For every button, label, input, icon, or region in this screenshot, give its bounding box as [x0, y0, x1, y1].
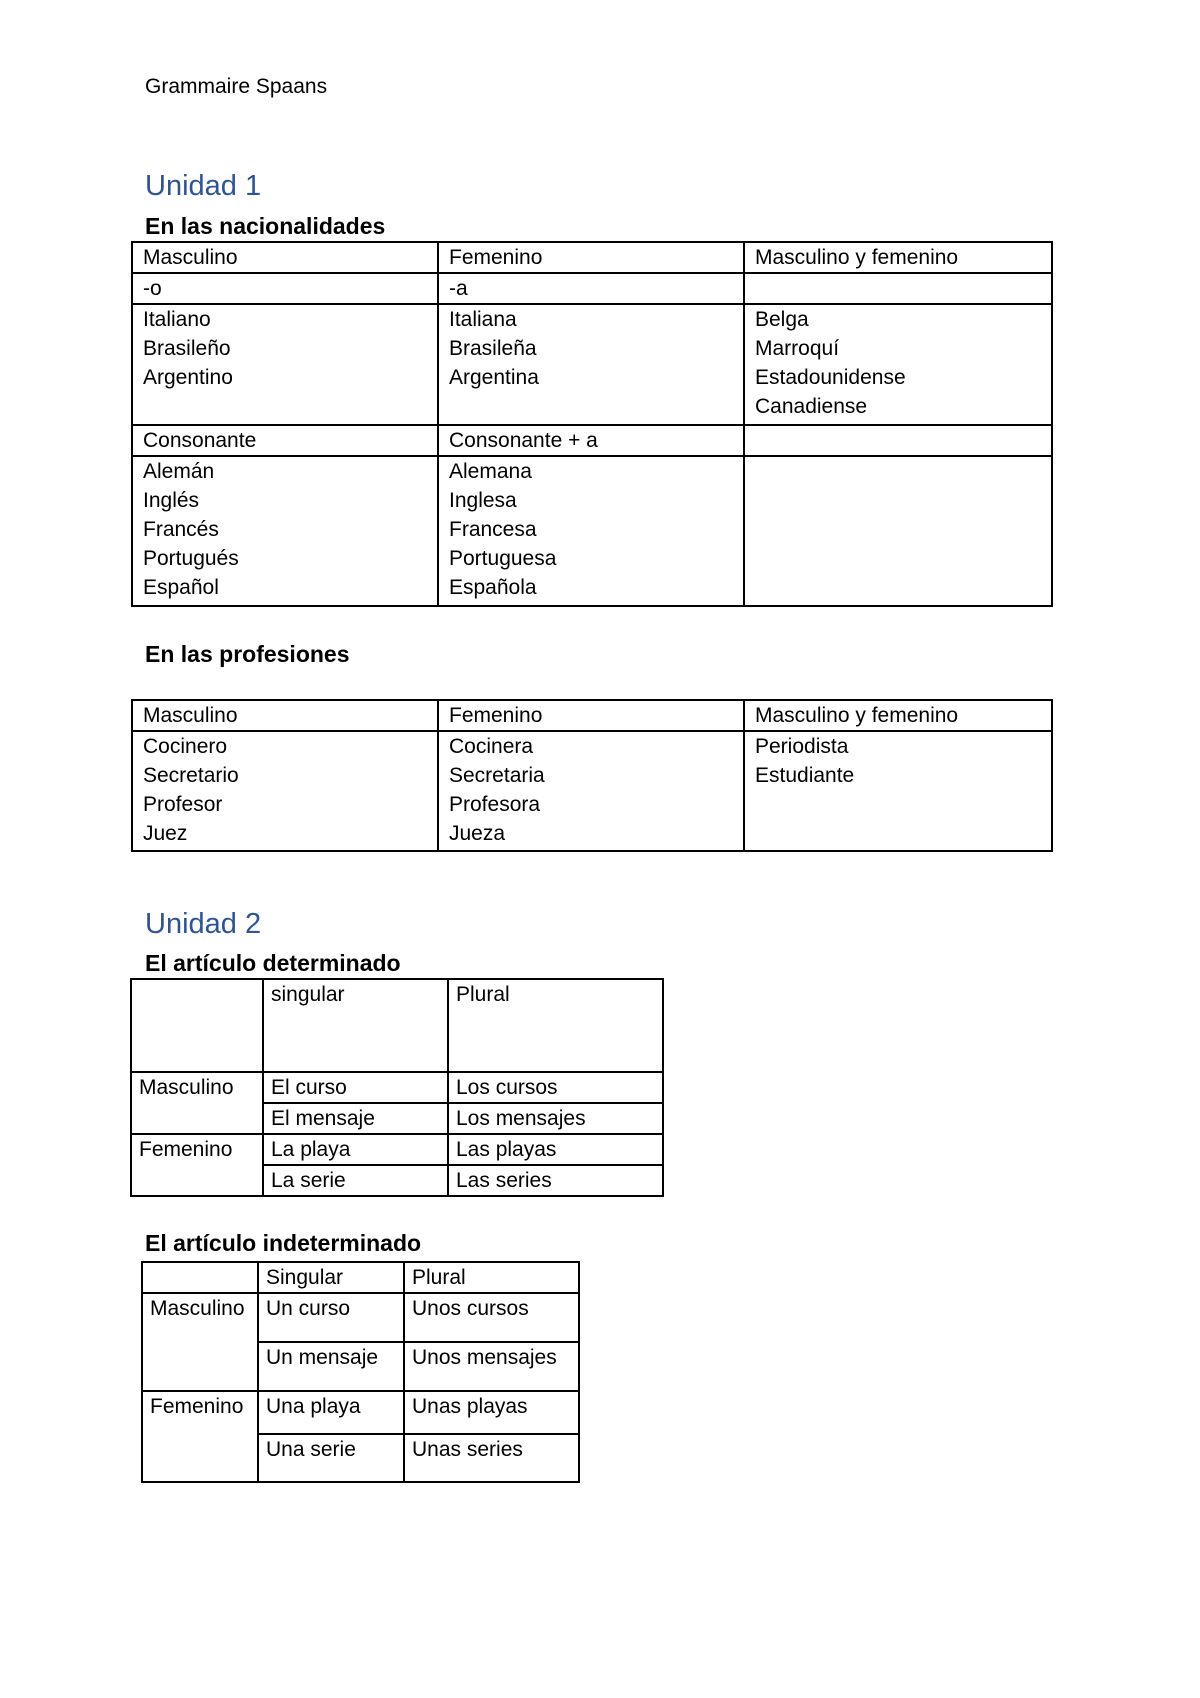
list-item: Francesa [449, 518, 537, 541]
cell-masc-professions [132, 731, 438, 851]
list-item: Profesora [449, 793, 541, 816]
cell-singular: Una serie [258, 1434, 404, 1482]
list-item: Juez [143, 822, 188, 845]
list-item: Italiano [143, 308, 211, 331]
table-row [132, 273, 1052, 304]
list-item: Brasileña [449, 337, 537, 360]
table-header-row [132, 242, 1052, 273]
cell-fem-consonant-examples [438, 456, 744, 606]
cell-plural: Unas series [404, 1434, 579, 1482]
cell-singular: La playa [263, 1134, 448, 1165]
list-item: Estadounidense [755, 366, 906, 389]
list-item: Secretario [143, 764, 239, 787]
list-item: Brasileño [143, 337, 231, 360]
header-masculino: Masculino [132, 242, 438, 273]
table-row [132, 731, 1052, 851]
list-item: Profesor [143, 793, 223, 816]
label-masculino: Masculino [131, 1072, 263, 1134]
header-masc-fem: Masculino y femenino [744, 700, 1052, 731]
consonant-fem: Consonante + a [438, 425, 744, 456]
list-item: Portuguesa [449, 547, 557, 570]
cell-plural: Los mensajes [448, 1103, 663, 1134]
page-header: Grammaire Spaans [145, 75, 328, 98]
cell-singular: Un mensaje [258, 1342, 404, 1391]
header-masc-fem: Masculino y femenino [744, 242, 1052, 273]
list-item: Jueza [449, 822, 506, 845]
table-header-row [142, 1262, 579, 1293]
header-femenino: Femenino [438, 242, 744, 273]
header-plural: Plural [448, 979, 663, 1072]
articulo-determinado-table [130, 978, 664, 1197]
label-femenino: Femenino [131, 1134, 263, 1196]
list-item: Italiana [449, 308, 517, 331]
nacionalidades-subtitle: En las nacionalidades [145, 213, 386, 239]
consonant-masc: Consonante [132, 425, 438, 456]
cell-plural: Las series [448, 1165, 663, 1196]
table-row [131, 1072, 663, 1103]
cell-both-examples [744, 304, 1052, 425]
ending-fem: -a [438, 273, 744, 304]
cell-singular: El mensaje [263, 1103, 448, 1134]
label-masculino: Masculino [142, 1293, 258, 1391]
unit-2-title: Unidad 2 [145, 908, 262, 940]
cell-masc-examples [132, 304, 438, 425]
cell-plural: Las playas [448, 1134, 663, 1165]
header-empty [142, 1262, 258, 1293]
list-item: Canadiense [755, 395, 868, 418]
ending-both [744, 273, 1052, 304]
table-row [132, 456, 1052, 606]
list-item: Inglés [143, 489, 200, 512]
nacionalidades-table [131, 241, 1053, 607]
list-item: Alemán [143, 460, 215, 483]
cell-singular: Una playa [258, 1391, 404, 1434]
cell-plural: Unas playas [404, 1391, 579, 1434]
consonant-both [744, 425, 1052, 456]
articulo-indeterminado-table [141, 1261, 580, 1483]
list-item: Francés [143, 518, 219, 541]
table-row [142, 1391, 579, 1434]
unit-1-title: Unidad 1 [145, 170, 262, 202]
header-singular: Singular [258, 1262, 404, 1293]
determinado-subtitle: El artículo determinado [145, 950, 401, 976]
list-item: Argentino [143, 366, 233, 389]
ending-masc: -o [132, 273, 438, 304]
header-singular: singular [263, 979, 448, 1072]
list-item: Inglesa [449, 489, 517, 512]
table-row [132, 304, 1052, 425]
table-row [132, 425, 1052, 456]
list-item: Cocinera [449, 735, 534, 758]
cell-singular: La serie [263, 1165, 448, 1196]
list-item: Belga [755, 308, 809, 331]
cell-plural: Los cursos [448, 1072, 663, 1103]
profesiones-table [131, 699, 1053, 852]
list-item: Cocinero [143, 735, 228, 758]
list-item: Marroquí [755, 337, 840, 360]
cell-singular: El curso [263, 1072, 448, 1103]
profesiones-subtitle: En las profesiones [145, 641, 350, 667]
cell-empty [744, 456, 1052, 606]
cell-masc-consonant-examples [132, 456, 438, 606]
cell-both-professions [744, 731, 1052, 851]
cell-fem-examples [438, 304, 744, 425]
list-item: Argentina [449, 366, 539, 389]
header-masculino: Masculino [132, 700, 438, 731]
list-item: Estudiante [755, 764, 855, 787]
header-empty [131, 979, 263, 1072]
list-item: Alemana [449, 460, 532, 483]
cell-fem-professions [438, 731, 744, 851]
table-row [131, 1134, 663, 1165]
table-header-row [132, 700, 1052, 731]
header-plural: Plural [404, 1262, 579, 1293]
label-femenino: Femenino [142, 1391, 258, 1482]
list-item: Español [143, 576, 219, 599]
list-item: Portugués [143, 547, 239, 570]
table-header-row [131, 979, 663, 1072]
table-row [142, 1293, 579, 1342]
cell-plural: Unos cursos [404, 1293, 579, 1342]
cell-singular: Un curso [258, 1293, 404, 1342]
header-femenino: Femenino [438, 700, 744, 731]
cell-plural: Unos mensajes [404, 1342, 579, 1391]
indeterminado-subtitle: El artículo indeterminado [145, 1230, 422, 1256]
list-item: Periodista [755, 735, 849, 758]
list-item: Secretaria [449, 764, 545, 787]
list-item: Española [449, 576, 537, 599]
